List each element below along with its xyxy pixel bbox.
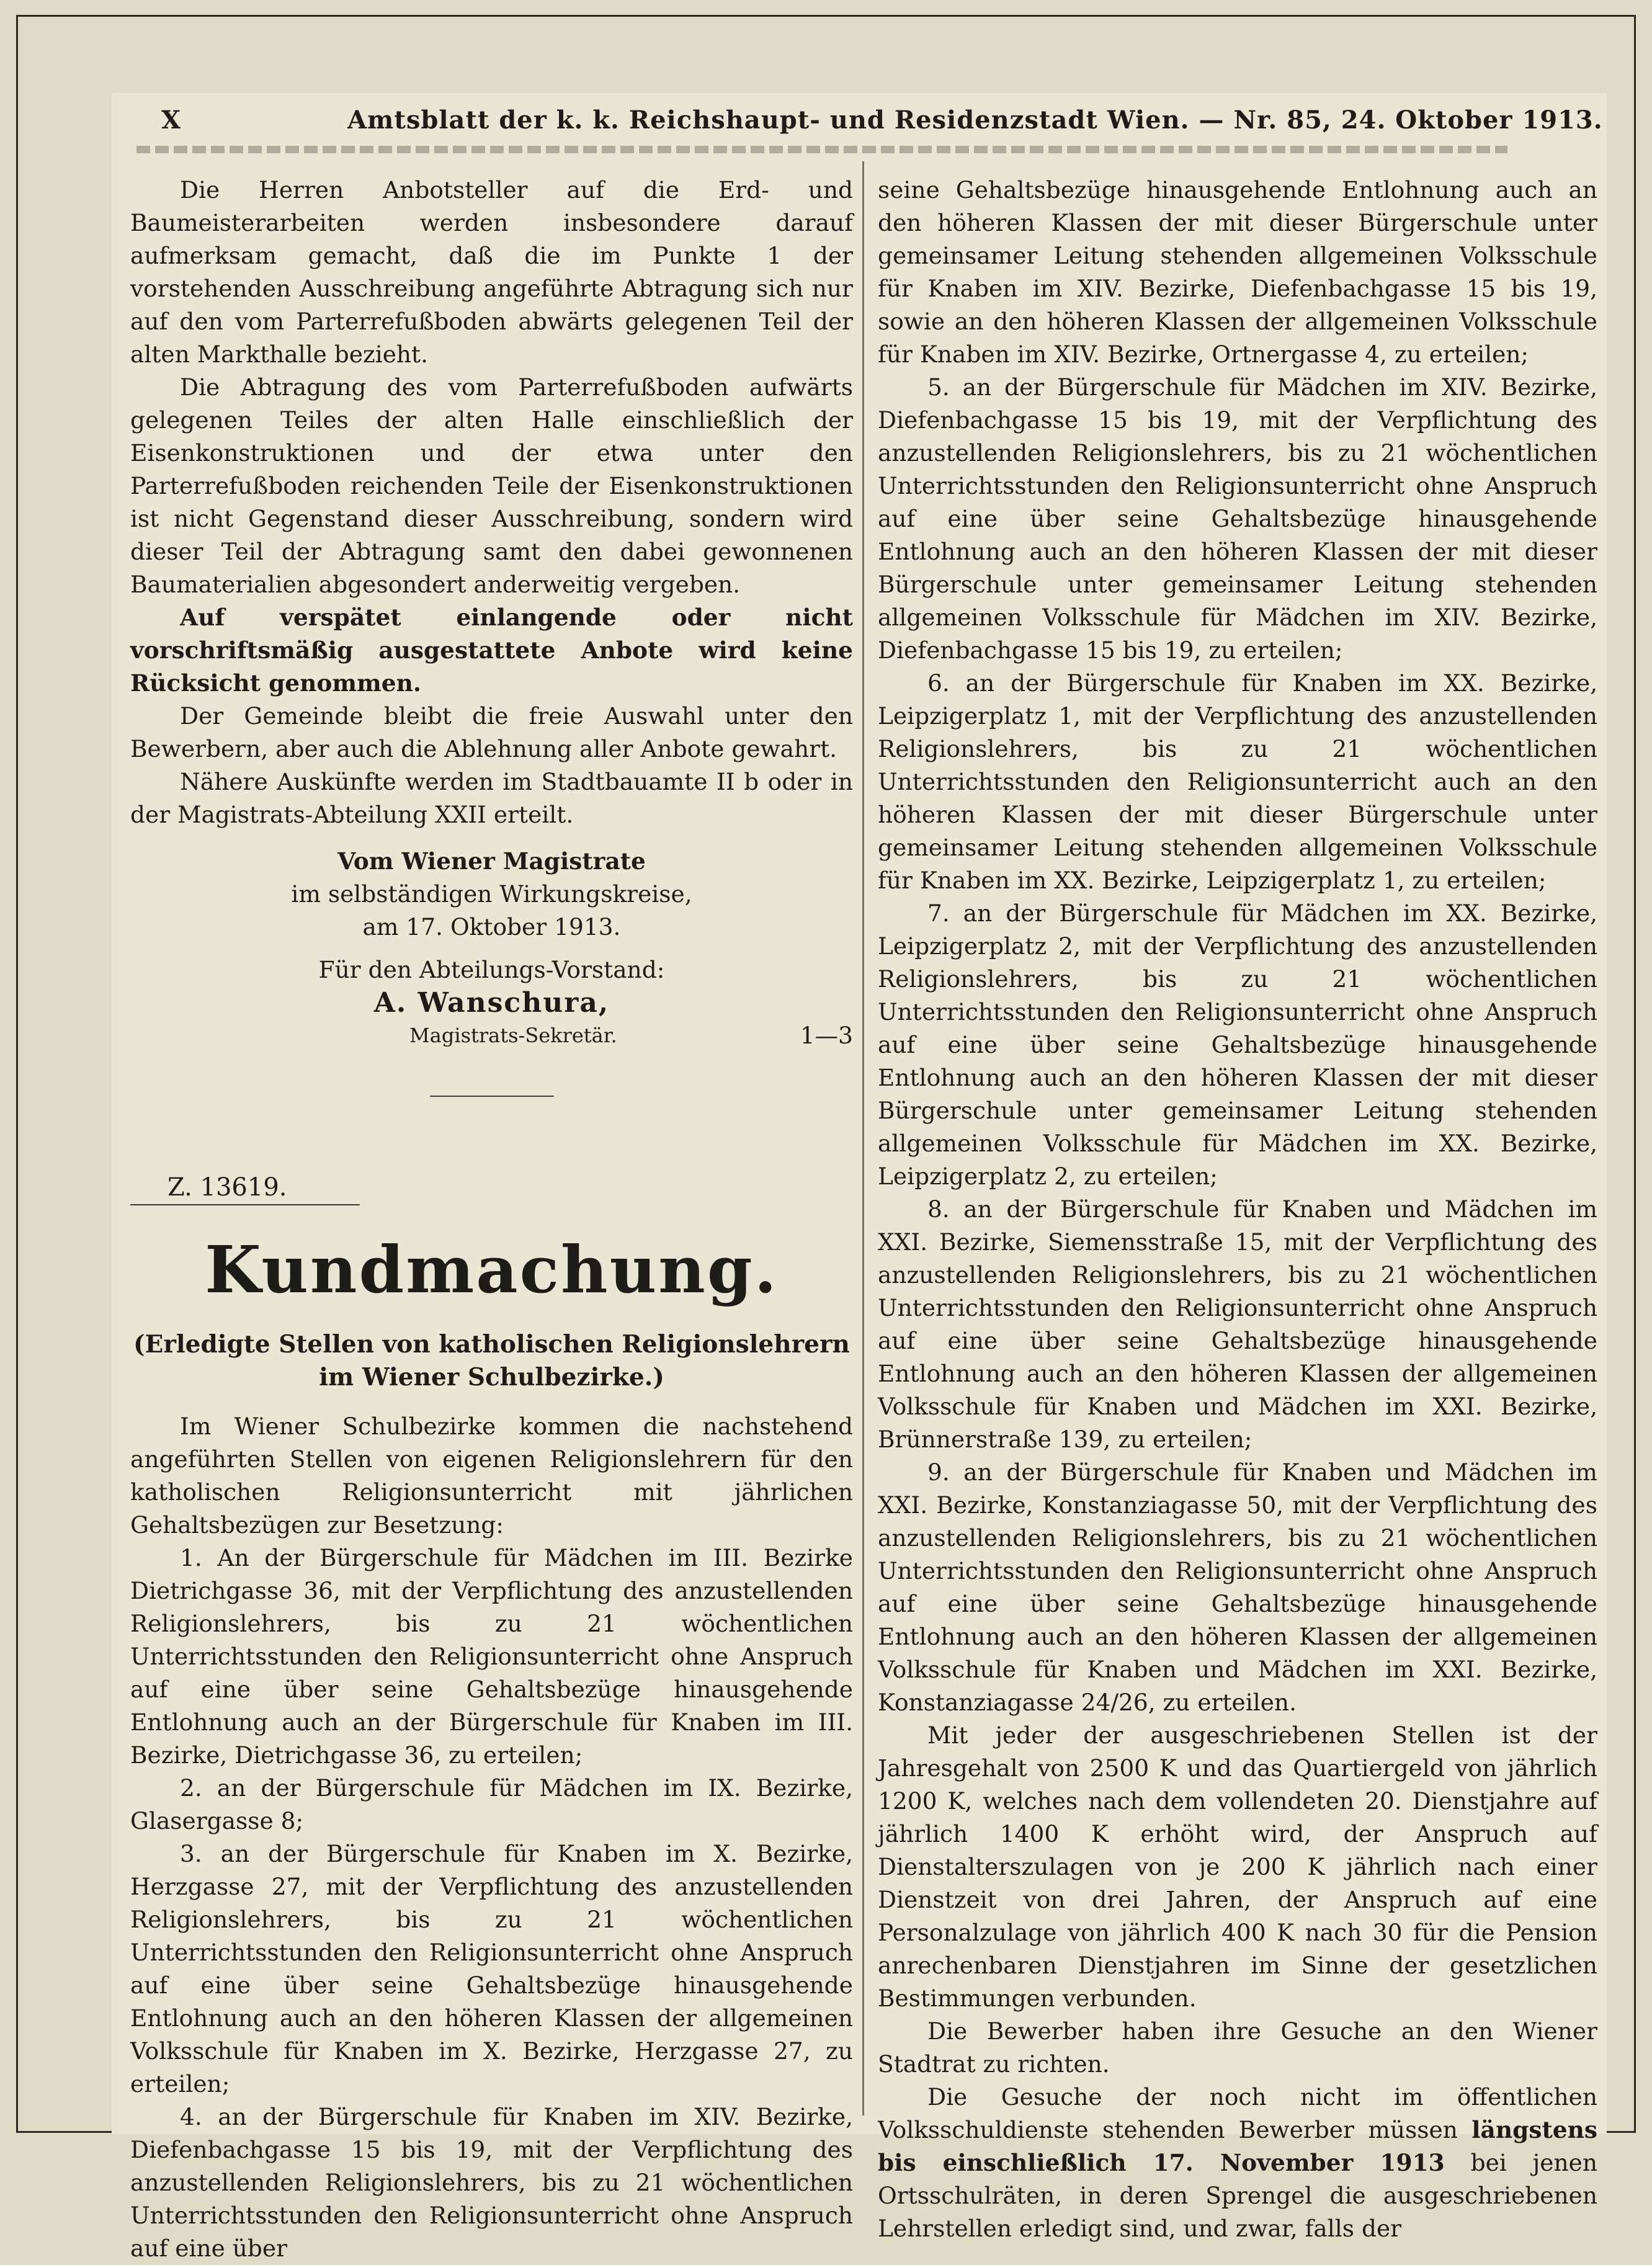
deadline-bold: längstens bis einschließlich 17. November 1913: [878, 2116, 1597, 2176]
paragraph-continued: seine Gehaltsbezüge hinausgehende Entlohnung auch an den höheren Klassen der mit dieser Bürgerschule unter gemeinsamer Leitung stehenden allgemeinen Volksschule für Knaben im XIV. Bezirke, Diefenbachgasse 15 bis 19, sowie an den höheren Klassen der allgemeinen Volksschule für Knaben im XIV. Bezirke, Ortnergasse 4, zu erteilen;: [878, 176, 1597, 368]
page-number: X: [161, 105, 182, 135]
kundmachung-intro: Im Wiener Schulbezirke kommen die nachstehend angeführten Stellen von eigenen Religionslehrern für den katholischen Religionsunterricht mit jährlichen Gehaltsbezügen zur Besetzung:: [130, 1413, 853, 1539]
paragraph: Die Bewerber haben ihre Gesuche an den Wiener Stadtrat zu richten.: [878, 2017, 1597, 2078]
signature-for: Für den Abteilungs-Vorstand:: [318, 956, 665, 983]
publication-title: Amtsblatt der k. k. Reichshaupt- und Residenzstadt Wien. — Nr. 85, 24. Oktober 1913.: [347, 105, 1603, 135]
paragraph: Nähere Auskünfte werden im Stadtbauamte II b oder in der Magistrats-Abteilung XXII erteilt.: [130, 768, 853, 828]
kundmachung-subtitle: (Erledigte Stellen von katholischen Religionslehrern im Wiener Schulbezirke.): [133, 1330, 850, 1392]
signature-date: am 17. Oktober 1913.: [362, 913, 621, 940]
list-item: 7. an der Bürgerschule für Mädchen im XX. Bezirke, Leipzigerplatz 2, mit der Verpflichtung des anzustellenden Religionslehrers, bis zu 21 wöchentlichen Unterrichtsstunden den Religionsunterricht ohne Anspruch auf eine über seine Gehaltsbezüge hinausgehende Entlohnung auch an den höheren Klassen der mit dieser Bürgerschule unter gemeinsamer Leitung stehenden allgemeinen Volksschule für Mädchen im XX. Bezirke, Leipzigerplatz 2, zu erteilen;: [878, 900, 1597, 1190]
kundmachung-title: Kundmachung.: [205, 1231, 779, 1308]
list-item: 6. an der Bürgerschule für Knaben im XX. Bezirke, Leipzigerplatz 1, mit der Verpflichtung des anzustellenden Religionslehrers, bis zu 21 wöchentlichen Unterrichtsstunden den Religionsunterricht auch an den höheren Klassen der mit dieser Bürgerschule unter gemeinsamer Leitung stehenden allgemeinen Volksschule für Knaben im XX. Bezirke, Leipzigerplatz 1, zu erteilen;: [878, 669, 1597, 894]
paragraph: Die Herren Anbotsteller auf die Erd- und Baumeisterarbeiten werden insbesondere darauf aufmerksam gemacht, daß die im Punkte 1 der vorstehenden Ausschreibung angeführte Abtragung sich nur auf den vom Parterrefußboden abwärts gelegenen Teil der alten Markthalle bezieht.: [130, 176, 853, 368]
list-item: 1. An der Bürgerschule für Mädchen im III. Bezirke Dietrichgasse 36, mit der Verpflichtung des anzustellenden Religionslehrers, bis zu 21 wöchentlichen Unterrichtsstunden den Religionsunterricht ohne Anspruch auf eine über seine Gehaltsbezüge hinausgehende Entlohnung auch an der Bürgerschule für Knaben im III. Bezirke, Dietrichgasse 36, zu erteilen;: [130, 1544, 853, 1769]
header-rule: [136, 146, 1507, 153]
paragraph: Die Abtragung des vom Parterrefußboden aufwärts gelegenen Teiles der alten Halle einschließlich der Eisenkonstruktionen und der etwa unter den Parterrefußboden reichenden Teile der Eisenkonstruktionen ist nicht Gegenstand dieser Ausschreibung, sondern wird dieser Teil der Abtragung samt den dabei gewonnenen Baumaterialien abgesondert anderweitig vergeben.: [130, 373, 853, 598]
section-divider: [430, 1096, 554, 1097]
bold-paragraph: Auf verspätet einlangende oder nicht vorschriftsmäßig ausgestattete Anbote wird keine Rücksicht genommen.: [130, 604, 853, 697]
signature-authority: Vom Wiener Magistrate: [337, 847, 646, 875]
paragraph: Mit jeder der ausgeschriebenen Stellen ist der Jahresgehalt von 2500 K und das Quartiergeld von jährlich 1200 K, welches nach dem vollendeten 20. Dienstjahre auf jährlich 1400 K erhöht wird, der Anspruch auf Dienstalterszulagen von je 200 K jährlich nach einer Dienstzeit von drei Jahren, der Anspruch auf eine Personalzulage von jährlich 400 K nach 30 für die Pension anrechenbaren Dienstjahren im Sinne der gesetzlichen Bestimmungen verbunden.: [878, 1722, 1597, 2012]
page-header: [161, 105, 1603, 149]
list-item: 5. an der Bürgerschule für Mädchen im XIV. Bezirke, Diefenbachgasse 15 bis 19, mit der Verpflichtung des anzustellenden Religionslehrers, bis zu 21 wöchentlichen Unterrichtsstunden den Religionsunterricht ohne Anspruch auf eine über seine Gehaltsbezüge hinausgehende Entlohnung auch an den höheren Klassen der mit dieser Bürgerschule unter gemeinsamer Leitung stehenden allgemeinen Volksschule für Mädchen im XIV. Bezirke, Diefenbachgasse 15 bis 19, zu erteilen;: [878, 373, 1597, 664]
text-run: bei jenen Ortsschulräten, in deren Sprengel die ausgeschriebenen Lehrstellen erledigt sind, und zwar, falls der: [878, 2149, 1597, 2242]
paragraph: Der Gemeinde bleibt die freie Auswahl unter den Bewerbern, aber auch die Ablehnung aller Anbote gewahrt.: [130, 702, 853, 762]
document-page: [112, 93, 1607, 2262]
list-item: 3. an der Bürgerschule für Knaben im X. Bezirke, Herzgasse 27, mit der Verpflichtung des anzustellenden Religionslehrers, bis zu 21 wöchentlichen Unterrichtsstunden den Religionsunterricht ohne Anspruch auf eine über seine Gehaltsbezüge hinausgehende Entlohnung auch an den höheren Klassen der allgemeinen Volksschule für Knaben im X. Bezirke, Herzgasse 27, zu erteilen;: [130, 1840, 853, 2097]
column-divider: [862, 161, 864, 2115]
left-column: [130, 174, 853, 2265]
signature-ref: 1—3: [800, 1022, 853, 1049]
list-item: 9. an der Bürgerschule für Knaben und Mädchen im XXI. Bezirke, Konstanziagasse 50, mit der Verpflichtung des anzustellenden Religionslehrers, bis zu 21 wöchentlichen Unterrichtsstunden den Religionsunterricht ohne Anspruch auf eine über seine Gehaltsbezüge hinausgehende Entlohnung auch an den höheren Klassen der allgemeinen Volksschule für Knaben und Mädchen im XXI. Bezirke, Konstanziagasse 24/26, zu erteilen.: [878, 1459, 1597, 1716]
list-item: 2. an der Bürgerschule für Mädchen im IX. Bezirke, Glasergasse 8;: [130, 1774, 853, 1834]
signature-block: [130, 845, 853, 1052]
list-item: 4. an der Bürgerschule für Knaben im XIV. Bezirke, Diefenbachgasse 15 bis 19, mit der Verpflichtung des anzustellenden Religionslehrers, bis zu 21 wöchentlichen Unterrichtsstunden den Religionsunterricht ohne Anspruch auf eine über: [130, 2103, 853, 2262]
z-number: Z. 13619.: [130, 1171, 360, 1205]
right-column: [878, 174, 1597, 2245]
signature-name: A. Wanschura,: [373, 987, 610, 1019]
signature-role-row: [130, 1019, 853, 1052]
signature-role: Magistrats-Sekretär.: [409, 1024, 617, 1047]
text-run: Die Gesuche der noch nicht im öffentlichen Volksschuldienste stehenden Bewerber müssen: [878, 2083, 1597, 2143]
paragraph-last: [878, 2081, 1597, 2245]
list-item: 8. an der Bürgerschule für Knaben und Mädchen im XXI. Bezirke, Siemensstraße 15, mit der Verpflichtung des anzustellenden Religionslehrers, bis zu 21 wöchentlichen Unterrichtsstunden den Religionsunterricht ohne Anspruch auf eine über seine Gehaltsbezüge hinausgehende Entlohnung auch an den höheren Klassen der allgemeinen Volksschule für Knaben und Mädchen im XXI. Bezirke, Brünnerstraße 139, zu erteilen;: [878, 1195, 1597, 1453]
signature-scope: im selbständigen Wirkungskreise,: [291, 880, 692, 908]
